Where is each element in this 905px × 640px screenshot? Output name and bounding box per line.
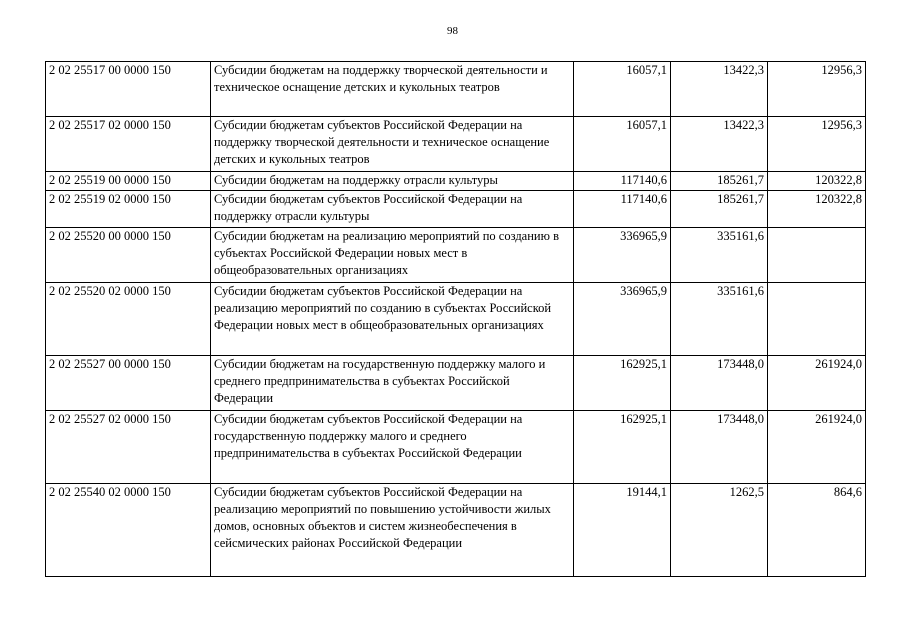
amount-year-1: 162925,1 [574, 356, 671, 411]
budget-item-name: Субсидии бюджетам субъектов Российской Федерации на реализацию мероприятий по повышению устойчивости жилых домов, основных объектов и систем жизнеобеспечения в сейсмических районах Российской Федерации [211, 484, 574, 577]
table-row [46, 62, 866, 117]
table-row [46, 228, 866, 283]
budget-code: 2 02 25519 00 0000 150 [46, 172, 211, 191]
amount-year-2: 173448,0 [671, 411, 768, 484]
budget-code: 2 02 25519 02 0000 150 [46, 191, 211, 228]
amount-year-1: 162925,1 [574, 411, 671, 484]
budget-code: 2 02 25540 02 0000 150 [46, 484, 211, 577]
amount-year-3: 12956,3 [768, 62, 866, 117]
amount-year-3: 261924,0 [768, 356, 866, 411]
amount-year-2: 185261,7 [671, 172, 768, 191]
table-row [46, 172, 866, 191]
table-row [46, 356, 866, 411]
budget-item-name: Субсидии бюджетам субъектов Российской Федерации на государственную поддержку малого и среднего предпринимательства в субъектах Российской Федерации [211, 411, 574, 484]
amount-year-3: 12956,3 [768, 117, 866, 172]
amount-year-3: 261924,0 [768, 411, 866, 484]
amount-year-3 [768, 228, 866, 283]
amount-year-2: 173448,0 [671, 356, 768, 411]
amount-year-1: 19144,1 [574, 484, 671, 577]
budget-code: 2 02 25517 02 0000 150 [46, 117, 211, 172]
amount-year-1: 336965,9 [574, 228, 671, 283]
amount-year-1: 16057,1 [574, 117, 671, 172]
amount-year-3: 864,6 [768, 484, 866, 577]
table-row [46, 283, 866, 356]
budget-item-name: Субсидии бюджетам на реализацию мероприятий по созданию в субъектах Российской Федерации новых мест в общеобразовательных организациях [211, 228, 574, 283]
budget-code: 2 02 25527 02 0000 150 [46, 411, 211, 484]
amount-year-1: 117140,6 [574, 172, 671, 191]
budget-code: 2 02 25517 00 0000 150 [46, 62, 211, 117]
amount-year-2: 13422,3 [671, 117, 768, 172]
amount-year-1: 336965,9 [574, 283, 671, 356]
amount-year-3: 120322,8 [768, 191, 866, 228]
amount-year-3 [768, 283, 866, 356]
amount-year-2: 185261,7 [671, 191, 768, 228]
amount-year-2: 1262,5 [671, 484, 768, 577]
budget-code: 2 02 25520 00 0000 150 [46, 228, 211, 283]
budget-table [45, 61, 866, 577]
budget-item-name: Субсидии бюджетам на государственную поддержку малого и среднего предпринимательства в субъектах Российской Федерации [211, 356, 574, 411]
table-row [46, 117, 866, 172]
budget-code: 2 02 25527 00 0000 150 [46, 356, 211, 411]
amount-year-2: 335161,6 [671, 283, 768, 356]
table-row [46, 191, 866, 228]
budget-code: 2 02 25520 02 0000 150 [46, 283, 211, 356]
amount-year-3: 120322,8 [768, 172, 866, 191]
table-row [46, 484, 866, 577]
budget-item-name: Субсидии бюджетам на поддержку творческой деятельности и техническое оснащение детских и кукольных театров [211, 62, 574, 117]
amount-year-2: 335161,6 [671, 228, 768, 283]
budget-item-name: Субсидии бюджетам субъектов Российской Федерации на поддержку отрасли культуры [211, 191, 574, 228]
page-number: 98 [447, 25, 458, 37]
budget-item-name: Субсидии бюджетам субъектов Российской Федерации на поддержку творческой деятельности и техническое оснащение детских и кукольных театров [211, 117, 574, 172]
budget-item-name: Субсидии бюджетам на поддержку отрасли культуры [211, 172, 574, 191]
amount-year-2: 13422,3 [671, 62, 768, 117]
table-row [46, 411, 866, 484]
amount-year-1: 16057,1 [574, 62, 671, 117]
amount-year-1: 117140,6 [574, 191, 671, 228]
budget-item-name: Субсидии бюджетам субъектов Российской Федерации на реализацию мероприятий по созданию в субъектах Российской Федерации новых мест в общеобразовательных организациях [211, 283, 574, 356]
